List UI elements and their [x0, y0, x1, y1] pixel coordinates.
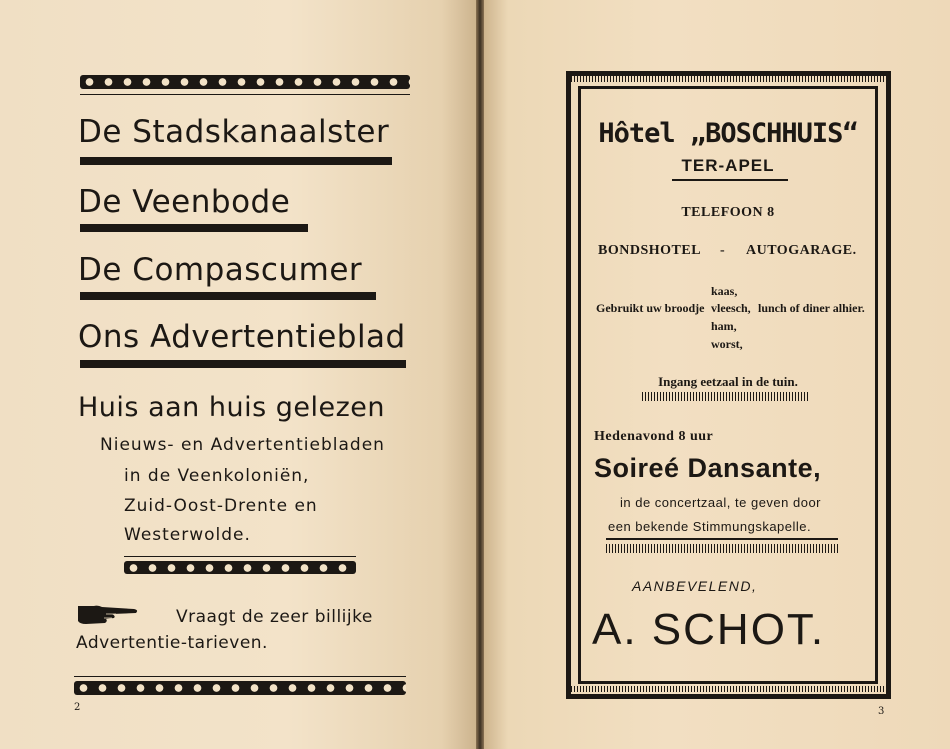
- bottom-decorative-border: [74, 681, 406, 695]
- top-decorative-border: [80, 75, 410, 89]
- menu-option-ham: ham,: [711, 319, 737, 333]
- services-autogarage: AUTOGARAGE.: [746, 243, 857, 258]
- paper-title-stadskanaalster: De Stadskanaalster: [78, 114, 390, 150]
- paper-title-compascumer: De Compascumer: [78, 252, 363, 288]
- event-line-2: een bekende Stimmungskapelle.: [608, 519, 812, 534]
- event-hatch-rule: [606, 544, 838, 553]
- description-line-1: Nieuws- en Advertentiebladen: [100, 435, 385, 455]
- menu-option-kaas: kaas,: [711, 284, 738, 298]
- menu-option-vleesch: vleesch,: [711, 301, 751, 315]
- hotel-location: TER-APEL: [681, 156, 775, 175]
- description-line-2: in de Veenkoloniën,: [124, 466, 310, 486]
- paper-title-advertentieblad: Ons Advertentieblad: [78, 319, 406, 355]
- title-rule-2: [80, 224, 308, 232]
- bottom-border-rule: [74, 676, 406, 677]
- location-underline: [672, 179, 788, 181]
- frame-hatch-top: [571, 76, 886, 82]
- title-rule-3: [80, 292, 376, 300]
- entrance-note: Ingang eetzaal in de tuin.: [658, 374, 798, 389]
- signer-name: A. SCHOT.: [592, 605, 826, 654]
- cta-line-2: Advertentie-tarieven.: [76, 633, 268, 653]
- top-border-rule: [80, 94, 410, 95]
- event-line-1: in de concertzaal, te geven door: [620, 495, 822, 510]
- mid-border-rule: [124, 556, 356, 557]
- menu-prefix: Gebruikt uw broodje: [596, 301, 705, 315]
- event-underline: [606, 538, 838, 540]
- menu-suffix: lunch of diner alhier.: [758, 301, 865, 315]
- services-separator: -: [720, 243, 726, 258]
- title-rule-1: [80, 157, 392, 165]
- tonight-time: Hedenavond 8 uur: [594, 429, 714, 444]
- description-line-4: Westerwolde.: [124, 525, 251, 545]
- paper-title-veenbode: De Veenbode: [78, 184, 291, 220]
- cta-line-1: Vraagt de zeer billijke: [176, 607, 373, 627]
- pointing-hand-icon: [76, 602, 140, 626]
- page-number-right: 3: [878, 706, 885, 717]
- event-title: Soireé Dansante,: [594, 453, 822, 483]
- hotel-phone: TELEFOON 8: [681, 205, 775, 220]
- book-spine: [476, 0, 484, 749]
- mid-decorative-border: [124, 561, 356, 574]
- menu-option-worst: worst,: [711, 337, 743, 351]
- frame-hatch-bottom: [571, 686, 886, 692]
- description-line-3: Zuid-Oost-Drente en: [124, 496, 318, 516]
- title-rule-4: [80, 360, 406, 368]
- entrance-hatch-rule: [642, 392, 808, 401]
- page-number-left: 2: [74, 702, 81, 713]
- hotel-name: Hôtel „BOSCHHUIS“: [598, 118, 858, 149]
- services-bondshotel: BONDSHOTEL: [598, 243, 702, 258]
- headline: Huis aan huis gelezen: [78, 392, 385, 423]
- recommend-label: AANBEVELEND,: [632, 578, 758, 594]
